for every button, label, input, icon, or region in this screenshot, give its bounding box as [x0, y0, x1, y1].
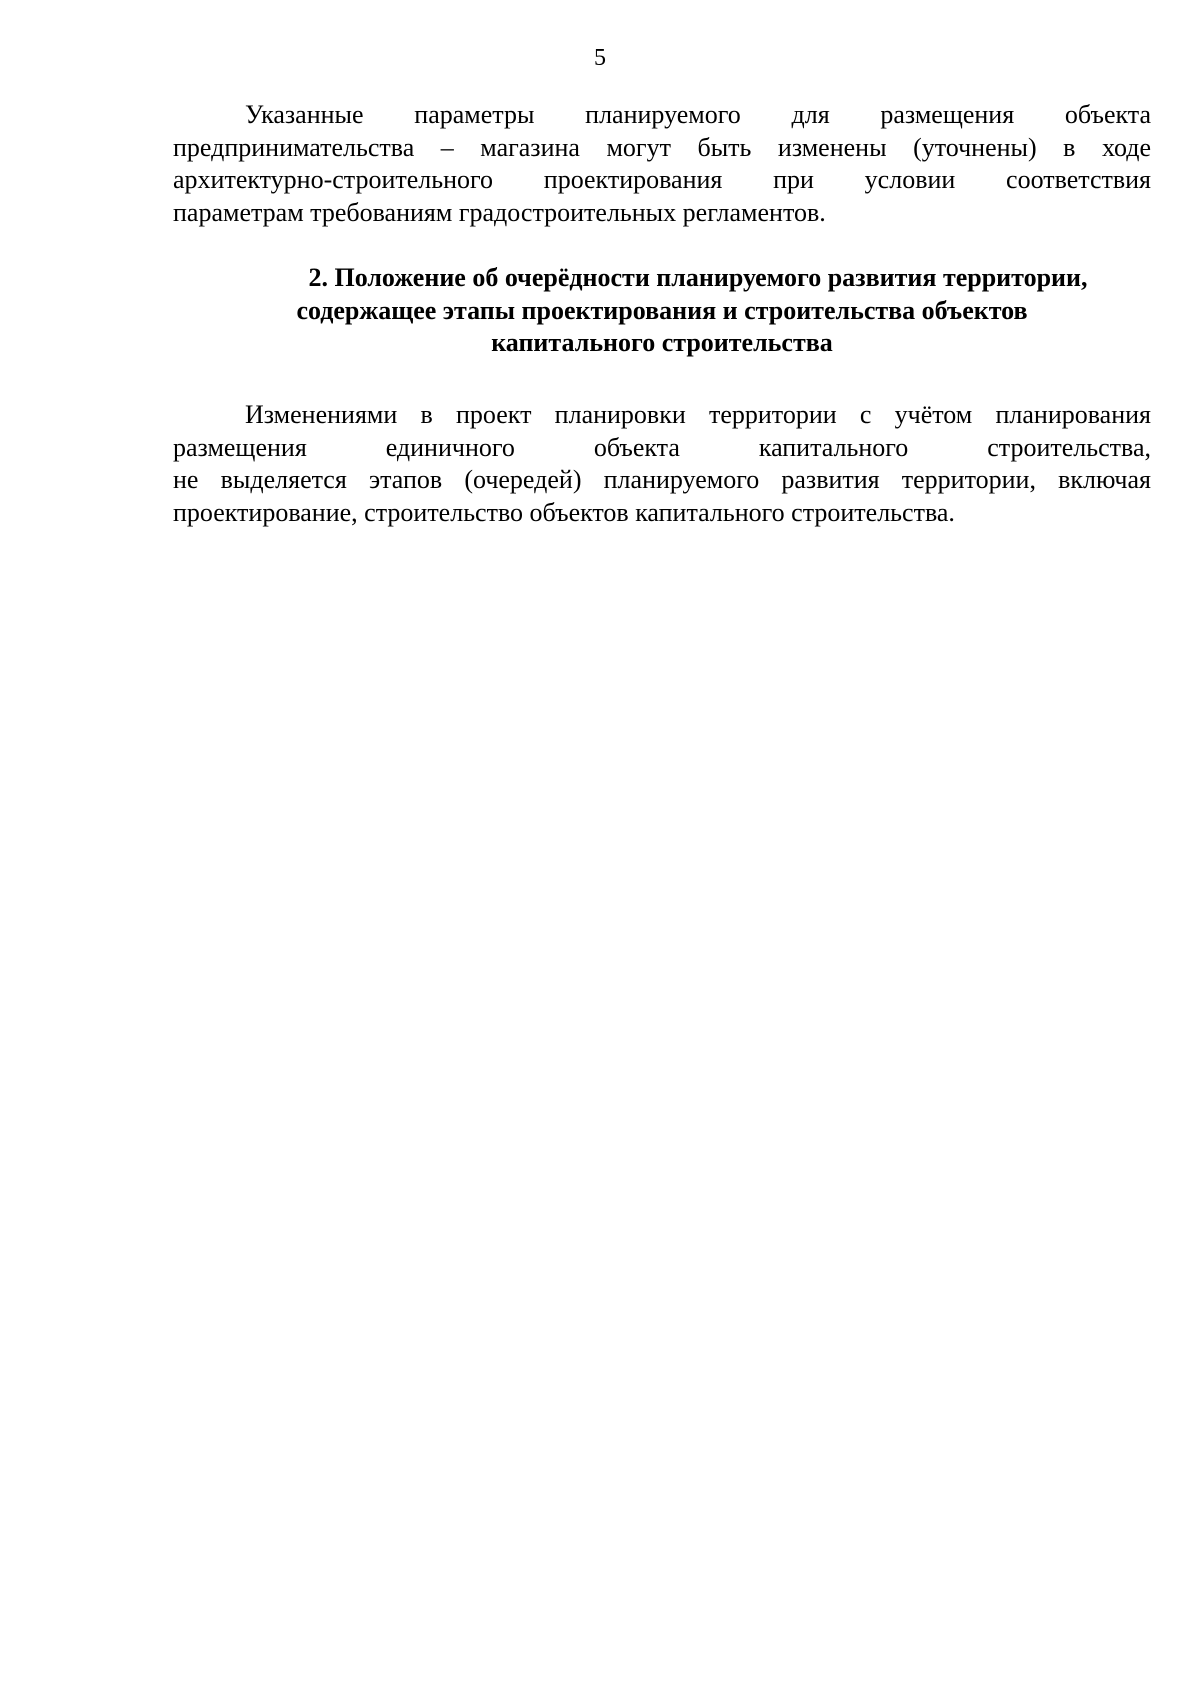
page-number: 5: [594, 45, 606, 71]
paragraph-line: размещения единичного объекта капитального строительства,: [173, 432, 1151, 462]
paragraph-line: параметрам требованиям градостроительных регламентов.: [173, 197, 826, 227]
paragraph-line: предпринимательства – магазина могут быть изменены (уточнены) в ходе: [173, 132, 1151, 162]
section-heading-line: капитального строительства: [491, 328, 833, 357]
paragraph-line: архитектурно-строительного проектирования при условии соответствия: [173, 165, 1151, 194]
paragraph-parameters: [173, 99, 1151, 229]
section-heading: [173, 262, 1151, 360]
section-heading-line: 2. Положение об очерёдности планируемого развития территории,: [308, 263, 1088, 292]
paragraph-line: проектирование, строительство объектов капитального строительства.: [173, 497, 955, 527]
section-heading-line: содержащее этапы проектирования и строительства объектов: [296, 295, 1028, 325]
paragraph-stages: [173, 399, 1151, 529]
paragraph-line: не выделяется этапов (очередей) планируемого развития территории, включая: [173, 465, 1151, 494]
paragraph-line: Изменениями в проект планировки территории с учётом планирования: [245, 400, 1151, 429]
paragraph-line: Указанные параметры планируемого для размещения объекта: [245, 100, 1151, 129]
